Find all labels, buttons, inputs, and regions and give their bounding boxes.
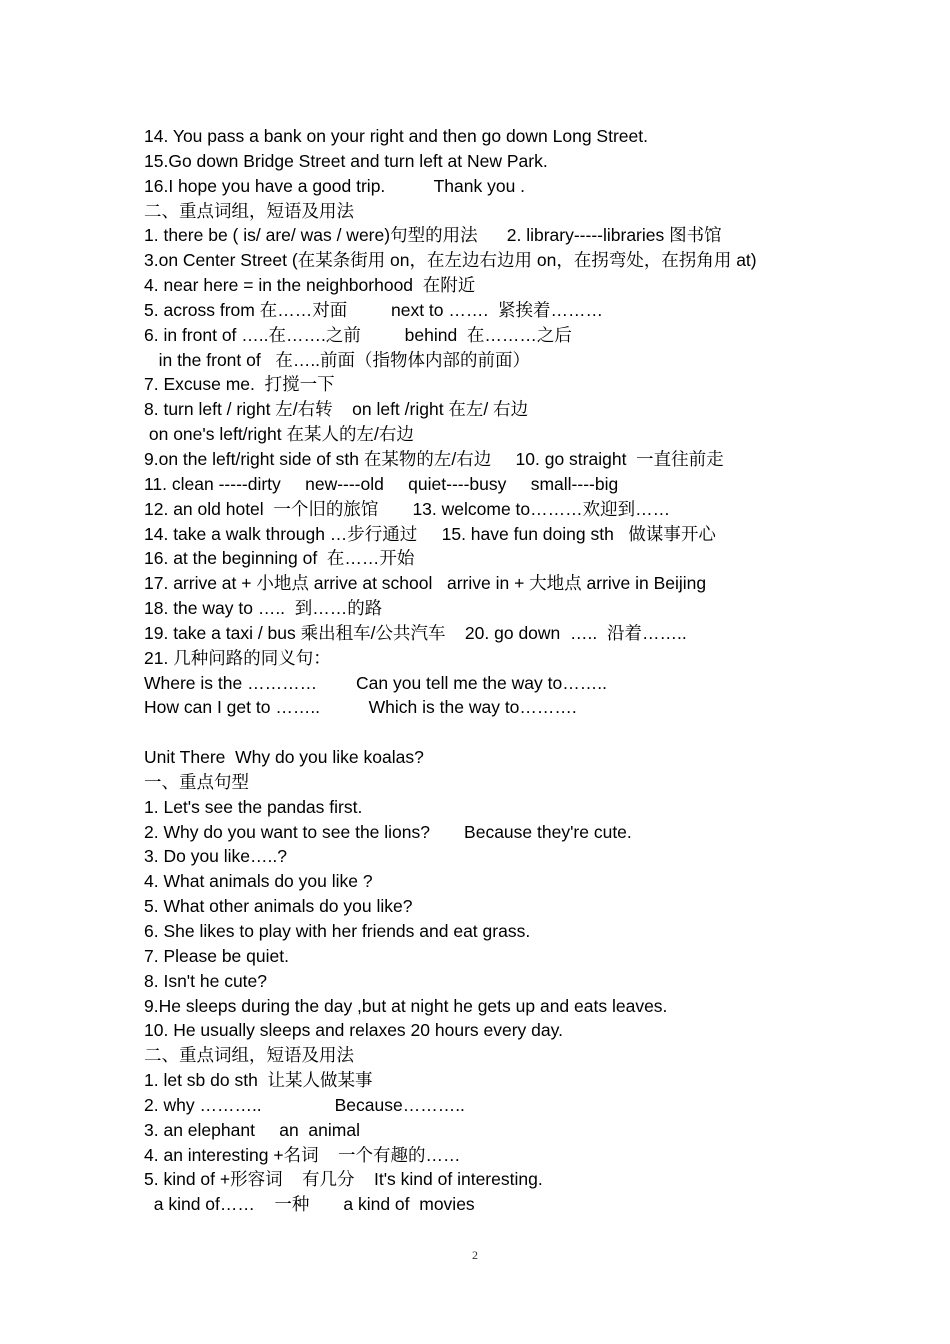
text-line: 7. Excuse me. 打搅一下 — [144, 374, 335, 395]
text-line: 14. You pass a bank on your right and then go down Long Street. — [144, 126, 648, 146]
text-line: 7. Please be quiet. — [144, 945, 289, 966]
text-line: 3.on Center Street (在某条街用 on，在左边右边用 on，在拐弯处，在拐角用 at) — [144, 250, 757, 271]
text-line: 15.Go down Bridge Street and turn left at New Park. — [144, 150, 548, 171]
text-line: 5. kind of +形容词 有几分 It's kind of interesting. — [144, 1169, 543, 1190]
text-line: a kind of…… 一种 a kind of movies — [144, 1194, 475, 1215]
text-line: 1. let sb do sth 让某人做某事 — [144, 1070, 373, 1091]
text-line: 6. in front of …..在…….之前 behind 在………之后 — [144, 324, 572, 345]
text-line: 19. take a taxi / bus 乘出租车/公共汽车 20. go down ….. 沿着…….. — [144, 622, 687, 643]
text-line: 11. clean -----dirty new----old quiet----busy small----big — [144, 473, 619, 494]
text-line: in the front of 在…..前面（指物体内部的前面） — [144, 349, 531, 370]
text-line: 1. Let's see the pandas first. — [144, 796, 363, 817]
text-line: 4. What animals do you like ? — [144, 871, 373, 892]
text-line: 4. near here = in the neighborhood 在附近 — [144, 275, 476, 296]
text-line: 2. why ……….. Because……….. — [144, 1094, 465, 1115]
text-line: 9.on the left/right side of sth 在某物的左/右边 10. go straight 一直往前走 — [144, 448, 724, 469]
text-line: 12. an old hotel 一个旧的旅馆 13. welcome to………欢迎到…… — [144, 498, 671, 519]
text-line: Unit There Why do you like koalas? — [144, 747, 424, 768]
text-line: 17. arrive at + 小地点 arrive at school arrive in + 大地点 arrive in Beijing — [144, 573, 707, 594]
text-line: 2. Why do you want to see the lions? Because they're cute. — [144, 821, 632, 842]
text-line: How can I get to …….. Which is the way to………. — [144, 697, 577, 718]
text-line: 10. He usually sleeps and relaxes 20 hours every day. — [144, 1020, 563, 1041]
text-line: 3. an elephant an animal — [144, 1119, 360, 1140]
text-line: 二、重点词组，短语及用法 — [144, 1045, 354, 1066]
page-number: 2 — [472, 1248, 478, 1262]
text-line: on one's left/right 在某人的左/右边 — [144, 424, 414, 445]
text-line: 5. What other animals do you like? — [144, 896, 413, 917]
text-line: 6. She likes to play with her friends and eat grass. — [144, 921, 531, 941]
text-line: 二、重点词组，短语及用法 — [144, 200, 354, 221]
document-body — [144, 124, 904, 1217]
text-line: 5. across from 在……对面 next to ……. 紧挨着……… — [144, 299, 603, 320]
text-line: 3. Do you like…..? — [144, 846, 287, 867]
text-line: 一、重点句型 — [144, 771, 249, 792]
text-line: 14. take a walk through …步行通过 15. have fun doing sth 做谋事开心 — [144, 523, 716, 544]
text-line: 1. there be ( is/ are/ was / were)句型的用法 2. library-----libraries 图书馆 — [144, 225, 722, 246]
text-line: 18. the way to ….. 到……的路 — [144, 598, 383, 619]
text-line: Where is the ………… Can you tell me the way to…….. — [144, 672, 607, 693]
text-line: 21. 几种问路的同义句： — [144, 647, 331, 668]
text-line: 8. turn left / right 左/右转 on left /right 在左/ 右边 — [144, 399, 529, 420]
text-line: 8. Isn't he cute? — [144, 970, 268, 991]
text-line: 9.He sleeps during the day ,but at night he gets up and eats leaves. — [144, 995, 668, 1016]
blank-line — [144, 720, 904, 745]
text-line: 16. at the beginning of 在……开始 — [144, 548, 415, 569]
text-line: 16.I hope you have a good trip. Thank you . — [144, 175, 526, 196]
text-line: 4. an interesting +名词 一个有趣的…… — [144, 1144, 461, 1165]
